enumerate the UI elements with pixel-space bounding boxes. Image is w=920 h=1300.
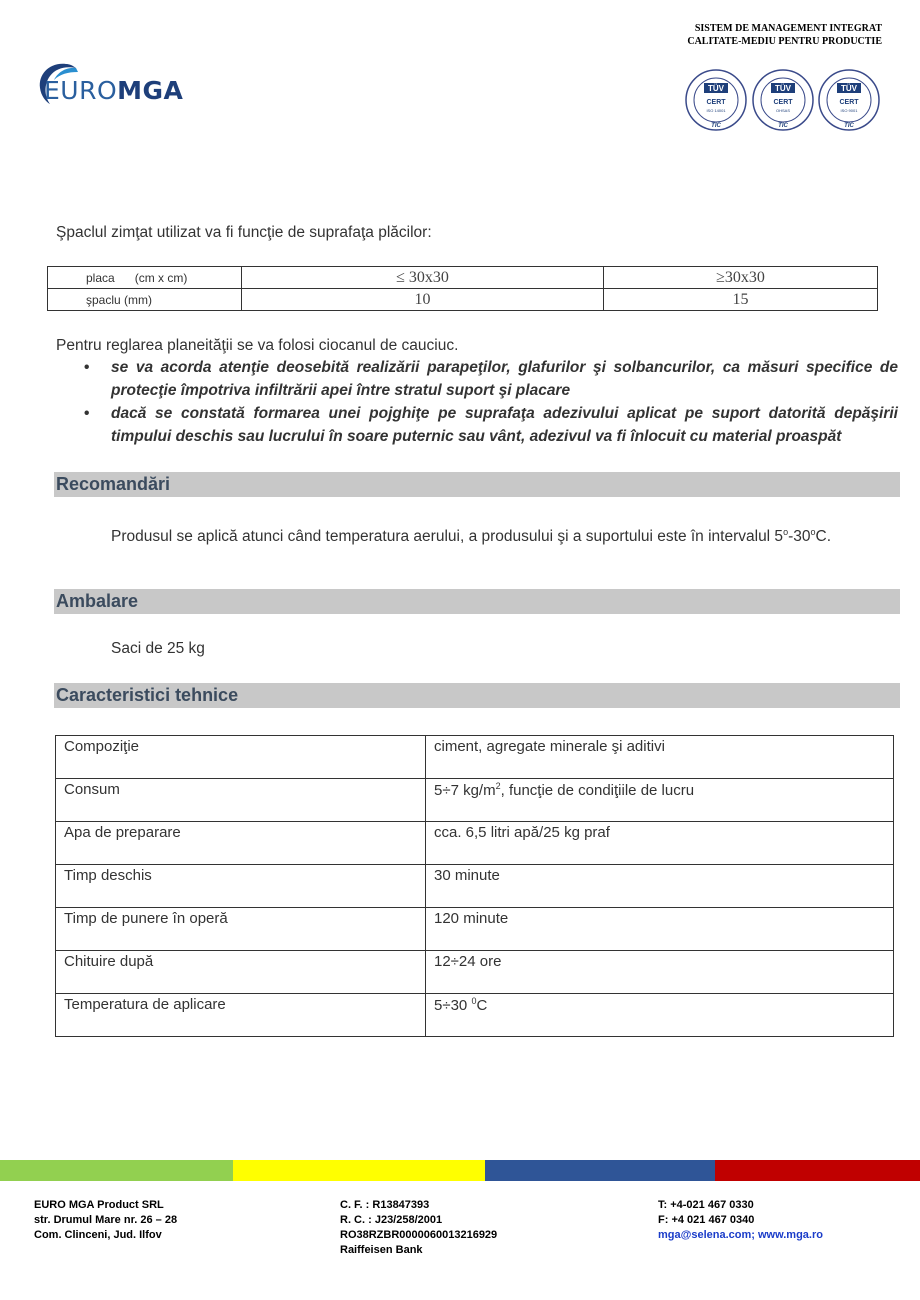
degree-sup: o [810,527,816,537]
recommendation-text [56,521,898,548]
table-row [56,951,894,994]
logo-suffix: MGA [117,76,184,105]
footer-line: R. C. : J23/258/2001 [340,1214,443,1226]
footer-fax: F: +4 021 467 0340 [658,1214,755,1226]
color-strip-yellow [233,1160,485,1181]
logo-prefix: EURO [44,76,118,105]
property-name: Temperatura de aplicare [56,994,426,1037]
bullet-text: se va acorda atenţie deosebită realizării parapeţilor, glafurilor şi solbancurilor, ca măsuri specifice de protecţie împotriva infiltrării apei între stratul suport şi placare [111,359,898,399]
value-tail: , funcţie de condiţiile de lucru [500,782,695,799]
value-sup: 0 [471,996,477,1006]
seal-label: CERT [706,99,726,106]
header-line-1: SISTEM DE MANAGEMENT INTEGRAT [694,23,882,34]
table-cell-label: placa (cm x cm) [48,267,242,289]
footer-line: EURO MGA Product SRL [34,1199,164,1211]
table-row [56,908,894,951]
seal-tic: TIC [778,123,788,129]
footer-line: C. F. : R13847393 [340,1199,430,1211]
footer-email-web-link[interactable]: mga@selena.com; www.mga.ro [658,1229,823,1241]
technical-characteristics-table [55,735,894,1037]
warning-bullet-list [56,356,898,448]
seal-brand: TÜV [841,84,857,93]
footer-contact [658,1198,823,1243]
seal-label: CERT [839,99,859,106]
value-main: 5÷30 [434,997,472,1014]
table-row [56,822,894,865]
property-name: Timp deschis [56,865,426,908]
section-header-recomandari [54,472,900,497]
leveling-text: Pentru reglarea planeităţii se va folosi ciocanul de cauciuc. [56,337,459,354]
section-header-ambalare [54,589,900,614]
seal-standard: OHSAS [775,108,791,113]
section-title: Recomandări [56,474,171,494]
color-strip-blue [485,1160,715,1181]
value-tail: C [476,997,488,1014]
seal-standard: ISO 9001 [840,108,858,113]
seal-label: CERT [773,99,793,106]
recommendation-unit: C. [815,528,831,546]
property-value [426,779,894,822]
footer-registration [340,1198,497,1258]
company-system-header [687,22,882,48]
property-value [426,994,894,1037]
list-item [56,402,898,448]
property-value: 120 minute [426,908,894,951]
seal-tic: TIC [844,123,854,129]
footer-phone: T: +4-021 467 0330 [658,1199,754,1211]
property-name: Chituire după [56,951,426,994]
seal-tic: TIC [711,123,721,129]
table-cell: ≤ 30x30 [242,267,604,289]
bullet-text: dacă se constată formarea unei pojghiţe pe suprafaţa adezivului aplicat pe suport datorită depăşirii timpului deschis sau lucrului în soare puternic sau vânt, adezivul va fi înlocuit cu material proaspăt [111,405,898,445]
table-cell: 15 [604,289,878,311]
table-row [56,994,894,1037]
color-strip-green [0,1160,233,1181]
property-value: cca. 6,5 litri apă/25 kg praf [426,822,894,865]
footer-line: str. Drumul Mare nr. 26 – 28 [34,1214,178,1226]
section-header-caracteristici [54,683,900,708]
table-cell-label: şpaclu (mm) [48,289,242,311]
table-row [48,267,878,289]
table-cell: 10 [242,289,604,311]
recommendation-range: -30 [788,528,811,546]
footer-line: RO38RZBR0000060013216929 [340,1229,498,1241]
property-value: 12÷24 ore [426,951,894,994]
tuv-seal-ohsas-icon [751,68,815,132]
table-row [56,865,894,908]
logo-wordmark [44,76,183,105]
footer-line: Raiffeisen Bank [340,1244,423,1256]
packaging-text: Saci de 25 kg [111,640,205,657]
property-name: Compoziţie [56,736,426,779]
footer-company-address [34,1198,177,1243]
bullet-icon: • [84,405,90,422]
value-main: 5÷7 kg/m [434,782,496,799]
section-title: Caracteristici tehnice [56,685,239,705]
header-line-2: CALITATE-MEDIU PENTRU PRODUCTIE [687,36,882,47]
seal-brand: TÜV [775,84,791,93]
table-row [56,779,894,822]
list-item [56,356,898,402]
footer-line: Com. Clinceni, Jud. Ilfov [34,1229,162,1241]
bullet-icon: • [84,359,90,376]
color-strip-red [715,1160,920,1181]
table-row [56,736,894,779]
tuv-seal-iso9001-icon [817,68,881,132]
value-sup: 2 [495,781,501,791]
property-value: 30 minute [426,865,894,908]
property-name: Consum [56,779,426,822]
table-row [48,289,878,311]
degree-sup: o [783,527,789,537]
section-title: Ambalare [56,591,139,611]
seal-standard: ISO 14001 [706,108,726,113]
property-value: ciment, agregate minerale şi aditivi [426,736,894,779]
recommendation-body: Produsul se aplică atunci când temperatura aerului, a produsului şi a suportului este în intervalul 5 [111,528,784,546]
table-cell: ≥30x30 [604,267,878,289]
trowel-intro-text: Şpaclul zimţat utilizat va fi funcţie de suprafaţa plăcilor: [56,224,432,241]
tuv-seal-iso14001-icon [684,68,748,132]
property-name: Timp de punere în operă [56,908,426,951]
property-name: Apa de preparare [56,822,426,865]
seal-brand: TÜV [708,84,724,93]
trowel-size-table [47,266,878,311]
